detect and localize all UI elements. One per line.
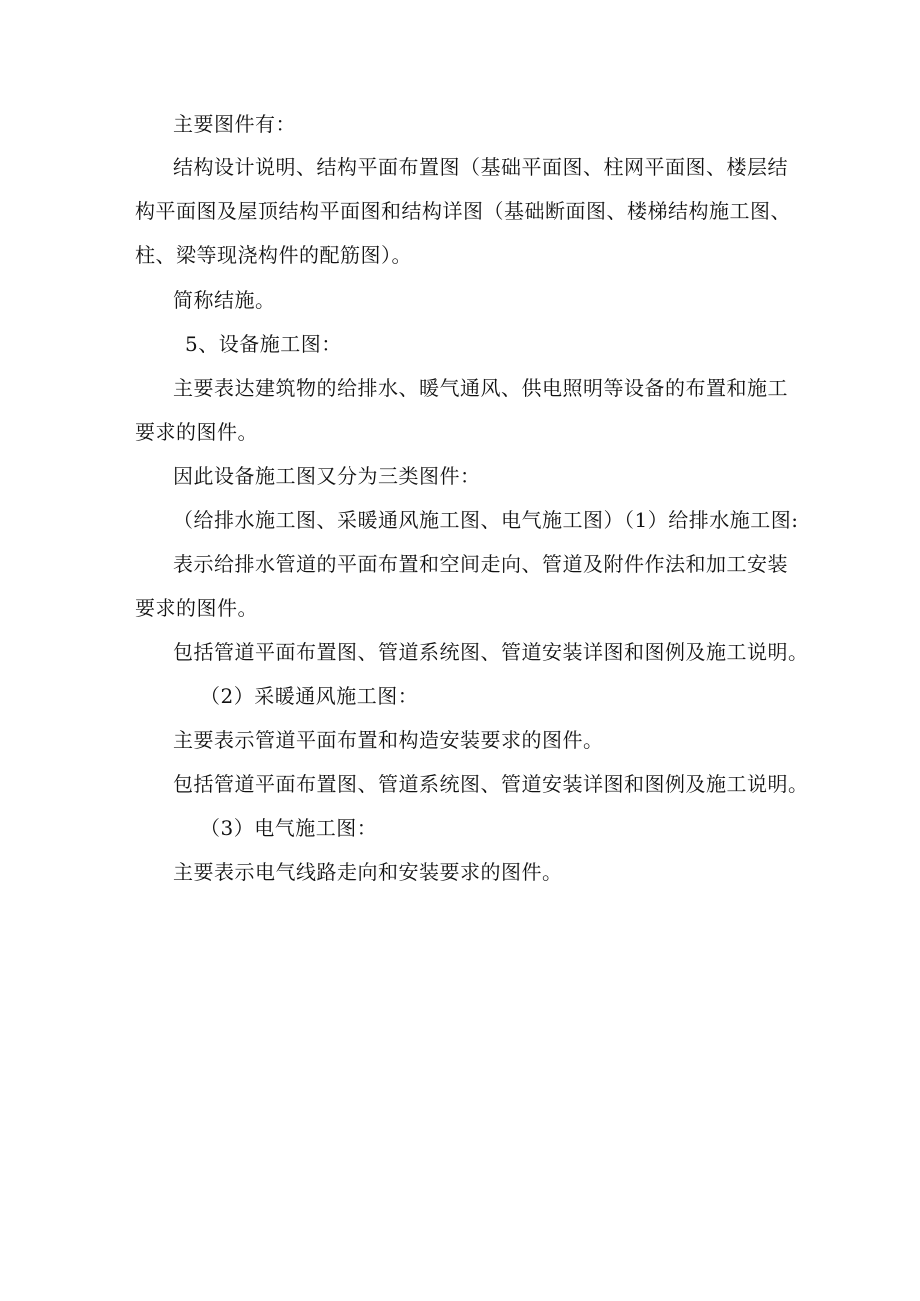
paragraph-structure-line: 构平面图及屋顶结构平面图和结构详图（基础断面图、楼梯结构施工图、 — [135, 199, 791, 223]
paragraph-equipment-description: 要求的图件。 — [135, 420, 258, 444]
paragraph-category-list: （给排水施工图、采暖通风施工图、电气施工图）（1）给排水施工图: — [173, 508, 799, 532]
subsection-heading-electrical: （3）电气施工图： — [200, 816, 378, 840]
paragraph-main-drawings-heading: 主要图件有： — [173, 112, 296, 136]
paragraph-structure-line: 结构设计说明、结构平面布置图（基础平面图、柱网平面图、楼层结 — [173, 155, 788, 179]
paragraph-structure-line: 柱、梁等现浇构件的配筋图）。 — [135, 243, 412, 267]
paragraph-water-description: 表示给排水管道的平面布置和空间走向、管道及附件作法和加工安装 — [173, 552, 788, 576]
section-heading-equipment: 5、设备施工图： — [185, 332, 342, 356]
paragraph-hvac-includes: 包括管道平面布置图、管道系统图、管道安装详图和图例及施工说明。 — [173, 772, 809, 796]
paragraph-water-description: 要求的图件。 — [135, 596, 258, 620]
subsection-heading-hvac: （2）采暖通风施工图： — [200, 684, 419, 708]
paragraph-abbreviation: 简称结施。 — [173, 288, 276, 312]
paragraph-electrical-description: 主要表示电气线路走向和安装要求的图件。 — [173, 860, 563, 884]
paragraph-hvac-description: 主要表示管道平面布置和构造安装要求的图件。 — [173, 728, 604, 752]
paragraph-three-categories: 因此设备施工图又分为三类图件： — [173, 464, 481, 488]
paragraph-equipment-description: 主要表达建筑物的给排水、暖气通风、供电照明等设备的布置和施工 — [173, 376, 788, 400]
paragraph-water-includes: 包括管道平面布置图、管道系统图、管道安装详图和图例及施工说明。 — [173, 640, 809, 664]
